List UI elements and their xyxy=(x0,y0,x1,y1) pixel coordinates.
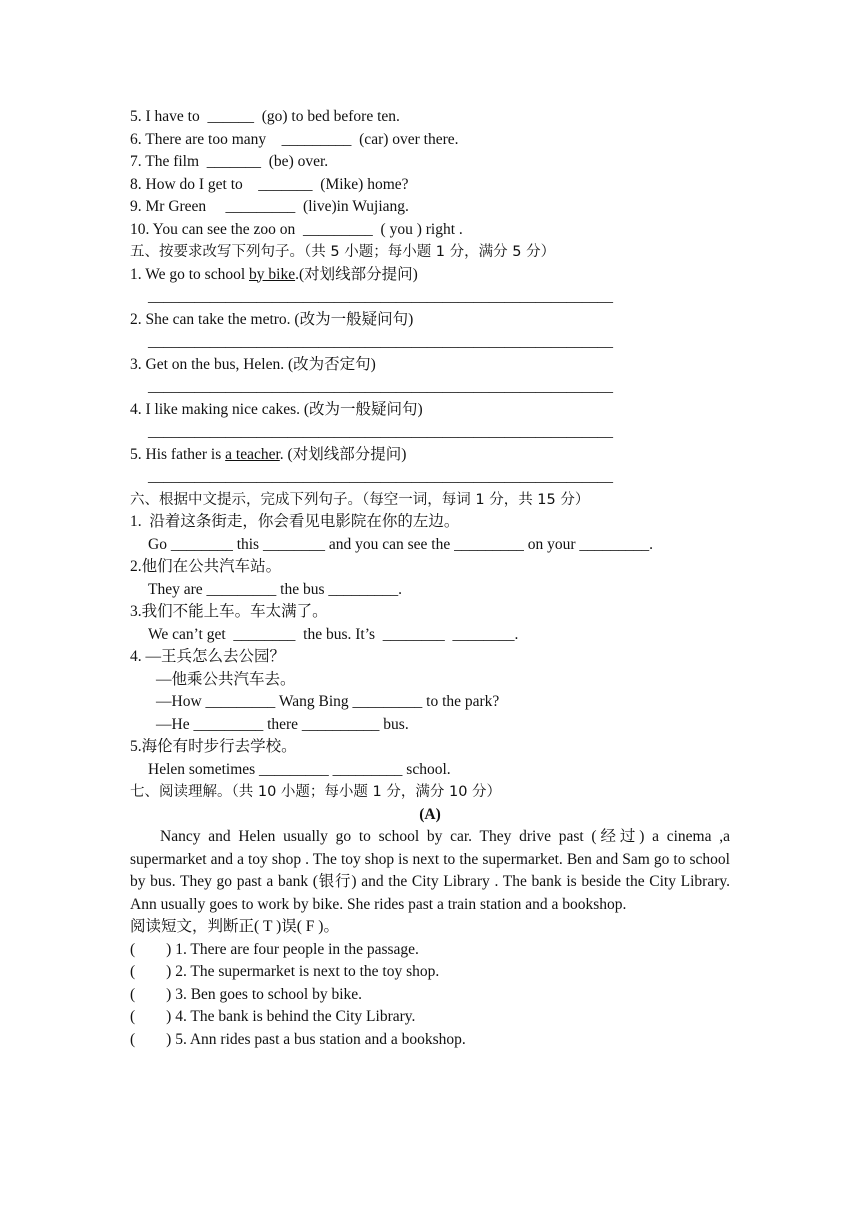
rewrite-question-4: 4. I like making nice cakes. (改为一般疑问句) xyxy=(130,400,423,418)
translation-4-english-2: —He _________ there __________ bus. xyxy=(156,715,409,733)
tf-instruction: 阅读短文，判断正( T )误( F )。 xyxy=(130,918,339,936)
tf-item-4: ( ) 4. The bank is behind the City Library. xyxy=(130,1008,416,1026)
translation-3-english: We can’t get ________ the bus. It’s ________ ________. xyxy=(148,625,519,643)
translation-5-chinese: 5.海伦有时步行去学校。 xyxy=(130,738,297,755)
tf-item-2: ( ) 2. The supermarket is next to the toy shop. xyxy=(130,963,440,981)
rewrite-question-1 xyxy=(130,264,730,287)
passage-label: (A) xyxy=(419,805,441,823)
tf-item-5: ( ) 5. Ann rides past a bus station and a bookshop. xyxy=(130,1030,466,1048)
answer-line: ____________________________________________________________ xyxy=(148,333,613,350)
answer-line: ____________________________________________________________ xyxy=(148,423,613,440)
fill-item-5: 5. I have to ______ (go) to bed before ten. xyxy=(130,108,400,125)
q1-text: 1. We go to school xyxy=(130,265,250,283)
fill-item-7: 7. The film _______ (be) over. xyxy=(130,153,329,170)
fill-item-6: 6. There are too many _________ (car) over there. xyxy=(130,130,459,148)
q5-underlined: a teacher xyxy=(225,445,280,463)
q5-instruction: . (对划线部分提问) xyxy=(279,445,407,463)
rewrite-question-5 xyxy=(130,444,730,467)
answer-line: ____________________________________________________________ xyxy=(148,378,613,395)
translation-1-english: Go ________ this ________ and you can see the _________ on your _________. xyxy=(148,535,653,553)
translation-3-chinese: 3.我们不能上车。车太满了。 xyxy=(130,603,328,620)
q5-text: 5. His father is xyxy=(130,445,226,463)
fill-item-9: 9. Mr Green _________ (live)in Wujiang. xyxy=(130,198,409,215)
q1-underlined: by bike xyxy=(249,265,296,283)
section-6-heading: 六、根据中文提示，完成下列句子。（每空一词，每词 1 分，共 15 分） xyxy=(130,491,590,508)
translation-1-chinese: 1. 沿着这条街走，你会看见电影院在你的左边。 xyxy=(130,513,460,530)
translation-4-chinese-answer: —他乘公共汽车去。 xyxy=(156,670,296,688)
tf-item-3: ( ) 3. Ben goes to school by bike. xyxy=(130,985,363,1003)
section-5-heading: 五、按要求改写下列句子。（共 5 小题；每小题 1 分，满分 5 分） xyxy=(130,244,556,260)
section-7-heading: 七、阅读理解。（共 10 小题；每小题 1 分，满分 10 分） xyxy=(130,784,502,800)
q1-instruction: .(对划线部分提问) xyxy=(295,265,418,283)
worksheet-page xyxy=(130,106,730,1051)
translation-4-english-1: —How _________ Wang Bing _________ to the park? xyxy=(156,693,500,710)
answer-line: ____________________________________________________________ xyxy=(148,468,613,485)
translation-4-chinese: 4. —王兵怎么去公园？ xyxy=(130,648,286,665)
translation-5-english: Helen sometimes _________ _________ school. xyxy=(148,760,451,778)
rewrite-question-2: 2. She can take the metro. (改为一般疑问句) xyxy=(130,310,414,328)
fill-item-10: 10. You can see the zoo on _________ ( you ) right . xyxy=(130,220,463,238)
translation-2-english: They are _________ the bus _________. xyxy=(148,580,402,598)
answer-line: ____________________________________________________________ xyxy=(148,288,613,305)
reading-passage: Nancy and Helen usually go to school by car. They drive past (经过) a cinema ,a supermarket and a toy shop . The toy shop is next to the supermarket. Ben and Sam go to school by bus. They go past a bank (银行) and the City Library . The bank is beside the City Library. Ann usually goes to work by bike. She rides past a train station and a bookshop. xyxy=(130,828,730,913)
rewrite-question-3: 3. Get on the bus, Helen. (改为否定句) xyxy=(130,355,376,373)
fill-item-8: 8. How do I get to _______ (Mike) home? xyxy=(130,175,409,193)
translation-2-chinese: 2.他们在公共汽车站。 xyxy=(130,558,282,575)
tf-item-1: ( ) 1. There are four people in the passage. xyxy=(130,940,419,958)
